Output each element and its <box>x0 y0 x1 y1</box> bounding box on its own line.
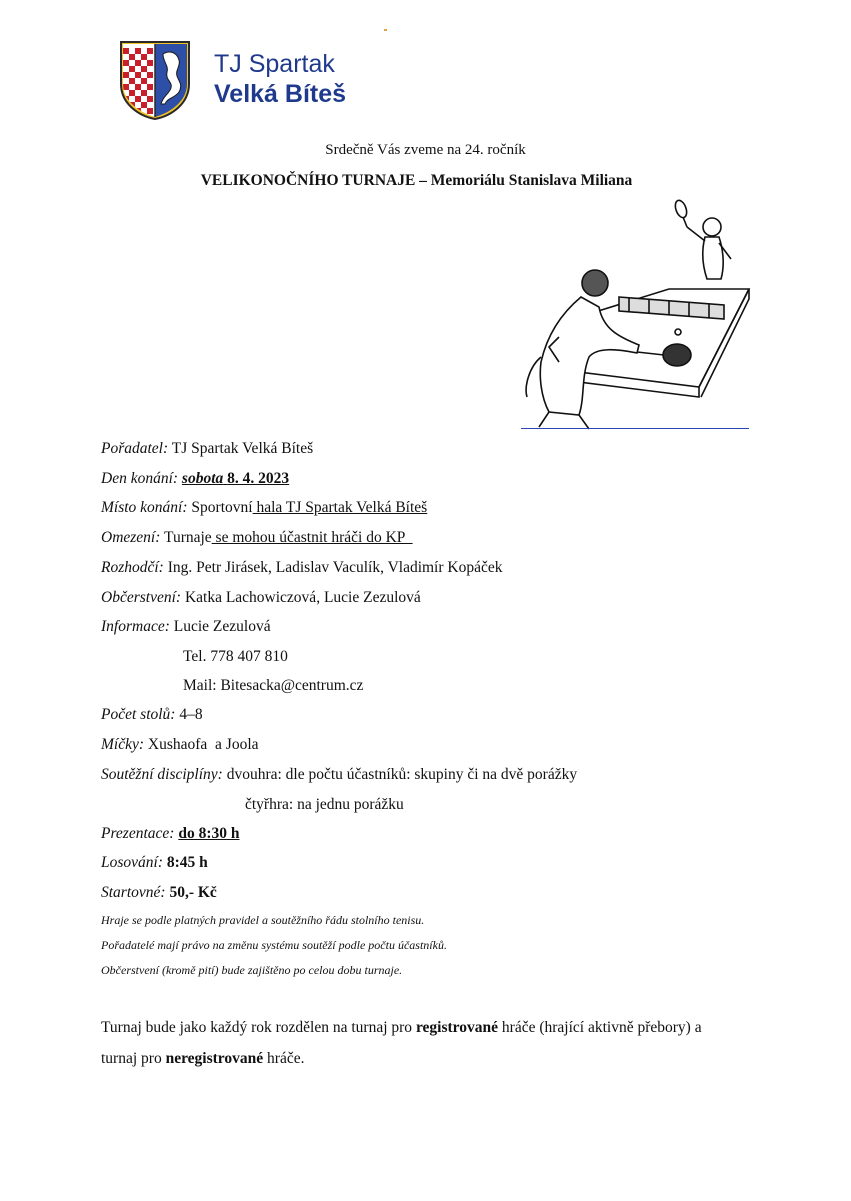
info-mail: Mail: Bitesacka@centrum.cz <box>183 677 364 694</box>
referees-value: Ing. Petr Jirásek, Ladislav Vaculík, Vladimír Kopáček <box>167 559 503 576</box>
note-refreshment: Občerstvení (kromě pití) bude zajištěno po celou dobu turnaje. <box>101 963 403 977</box>
disciplines-label: Soutěžní disciplíny: <box>101 766 223 783</box>
discipline-1: dvouhra: dle počtu účastníků: skupiny či na dvě porážky <box>226 766 578 783</box>
club-crest <box>119 40 191 125</box>
fee-label: Startovné: <box>101 884 166 901</box>
date-label: Den konání: <box>101 470 179 487</box>
closing-part-2: hráče (hrající aktivně přebory) a turnaj pro <box>101 1019 702 1067</box>
date-day: sobota <box>181 470 224 487</box>
disciplines-row <box>101 766 577 784</box>
closing-part-1: Turnaj bude jako každý rok rozdělen na turnaj pro <box>101 1019 416 1036</box>
tables-row <box>101 706 203 724</box>
page-title: VELIKONOČNÍHO TURNAJE – Memoriálu Stanislava Miliana <box>200 172 633 189</box>
venue-label: Místo konání: <box>101 499 188 516</box>
registration-value: do 8:30 h <box>178 825 240 842</box>
draw-value: 8:45 h <box>166 854 208 871</box>
draw-label: Losování: <box>101 854 163 871</box>
info-label: Informace: <box>101 618 170 635</box>
limit-value-b: se mohou účastnit hráči do KP <box>211 529 413 546</box>
note-system-change: Pořadatelé mají právo na změnu systému soutěží podle počtu účastníků. <box>101 938 447 952</box>
balls-value: Xushaofa a Joola <box>147 736 259 753</box>
refreshment-label: Občerstvení: <box>101 589 182 606</box>
note-rules: Hraje se podle platných pravidel a soutěžního řádu stolního tenisu. <box>101 913 425 927</box>
organizer-row <box>101 440 313 458</box>
referees-row <box>101 559 502 577</box>
tables-label: Počet stolů: <box>101 706 176 723</box>
limit-value-a: Turnaje <box>164 529 212 546</box>
table-tennis-illustration <box>519 197 751 437</box>
info-row <box>101 618 271 636</box>
edition: 24. ročník <box>464 142 526 158</box>
discipline-2: čtyřhra: na jednu porážku <box>245 796 404 813</box>
venue-value-a: Sportovní <box>191 499 253 516</box>
refreshment-row <box>101 589 421 607</box>
closing-registered: registrované <box>415 1019 499 1036</box>
refreshment-value: Katka Lachowiczová, Lucie Zezulová <box>184 589 421 606</box>
club-name-line-1: TJ Spartak <box>214 50 335 78</box>
balls-row <box>101 736 259 754</box>
limit-row <box>101 529 413 547</box>
registration-label: Prezentace: <box>101 825 175 842</box>
invitation-line <box>0 142 851 159</box>
decorative-dot <box>384 29 387 31</box>
date-row <box>101 470 289 488</box>
draw-row <box>101 854 208 872</box>
closing-paragraph <box>101 1012 741 1074</box>
closing-unregistered: neregistrované <box>165 1050 264 1067</box>
limit-label: Omezení: <box>101 529 161 546</box>
fee-row <box>101 884 217 902</box>
organizer-label: Pořadatel: <box>101 440 169 457</box>
info-phone: Tel. 778 407 810 <box>183 648 288 665</box>
club-name-line-2: Velká Bíteš <box>214 80 347 108</box>
invitation-text: Srdečně Vás zveme na <box>325 142 462 158</box>
info-name: Lucie Zezulová <box>173 618 271 635</box>
organizer-value: TJ Spartak Velká Bíteš <box>171 440 314 457</box>
tables-value: 4–8 <box>179 706 203 723</box>
illustration-underline <box>521 428 749 429</box>
referees-label: Rozhodčí: <box>101 559 164 576</box>
balls-label: Míčky: <box>101 736 145 753</box>
closing-part-3: hráče. <box>263 1050 305 1067</box>
date-value: 8. 4. 2023 <box>227 470 290 487</box>
registration-row <box>101 825 239 843</box>
venue-value-b: hala TJ Spartak Velká Bíteš <box>252 499 428 516</box>
venue-row <box>101 499 427 517</box>
fee-value: 50,- Kč <box>169 884 217 901</box>
